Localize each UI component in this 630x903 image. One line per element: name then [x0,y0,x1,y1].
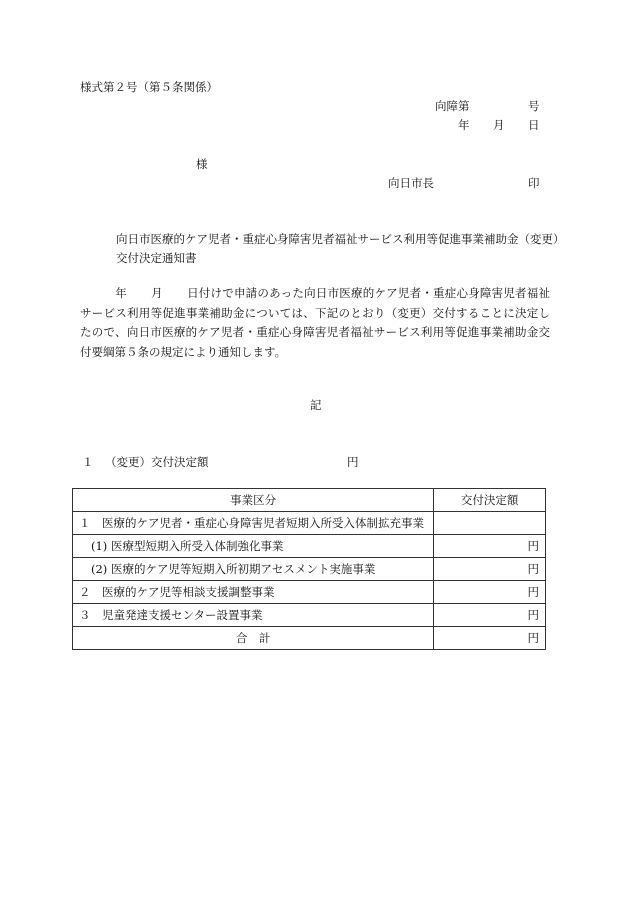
body-text: 日付けで申請のあった向日市医療的ケア児者・重症心身障害児者福祉サービス利用等促進事業補助金については、下記のとおり（変更）交付することに決定したので、向日市医療的ケア児者・重症心身障害児者福祉サービス利用等促進事業補助金交付要綱第５条の規定により通知します。 [80,286,550,359]
row-label: ３ 児童発達支援センター設置事業 [73,604,434,627]
issuer: 向日市長 [388,176,434,190]
table-row [73,581,546,604]
document-number-prefix: 向障第 [435,99,470,113]
header-amount: 交付決定額 [434,489,546,512]
table-row [73,558,546,581]
item1-unit: 円 [347,455,359,469]
row-label: １ 医療的ケア児者・重症心身障害児者短期入所受入体制拡充事業 [73,512,434,535]
row-label: (1) 医療型短期入所受入体制強化事業 [73,535,434,558]
row-amount: 円 [434,558,546,581]
row-amount: 円 [434,581,546,604]
body-date-year: 年 [115,286,127,300]
addressee-suffix: 様 [196,157,208,171]
date-day: 日 [528,118,540,132]
header-category: 事業区分 [73,489,434,512]
row-label: ２ 医療的ケア児等相談支援調整事業 [73,581,434,604]
grant-table [72,488,546,650]
form-number: 様式第２号（第５条関係） [80,80,218,94]
body-date-month: 月 [150,286,163,300]
row-amount [434,512,546,535]
document-title-line1: 向日市医療的ケア児者・重症心身障害児者福祉サービス利用等促進事業補助金（変更） [116,232,565,246]
row-label: (2) 医療的ケア児等短期入所初期アセスメント実施事業 [73,558,434,581]
document-title-line2: 交付決定通知書 [116,251,197,265]
date-month: 月 [493,118,505,132]
table-total-row [73,627,546,650]
document-number-suffix: 号 [528,99,540,113]
table-row [73,604,546,627]
table-row [73,512,546,535]
row-amount: 円 [434,604,546,627]
item1-label: （変更）交付決定額 [105,455,209,469]
seal-mark: 印 [528,176,540,190]
total-label: 合 計 [73,627,434,650]
row-amount: 円 [434,535,546,558]
item1-number: １ [82,455,94,469]
body-paragraph [80,284,550,362]
total-amount: 円 [434,627,546,650]
ki-heading: 記 [310,398,322,412]
table-header-row [73,489,546,512]
table-row [73,535,546,558]
date-year: 年 [458,118,470,132]
